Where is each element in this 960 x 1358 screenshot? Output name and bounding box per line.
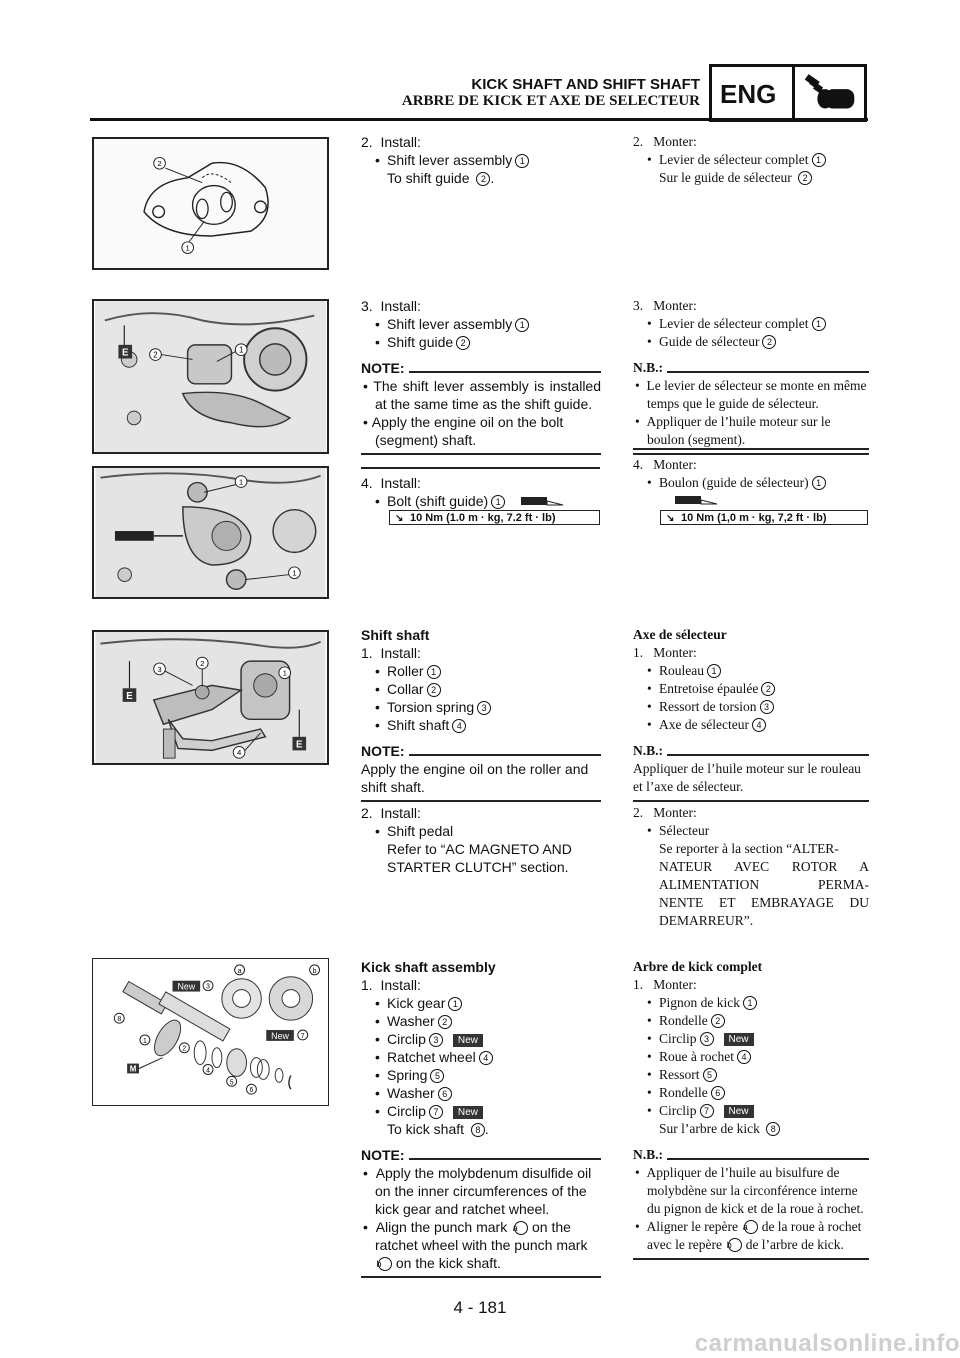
- en-sp-sub1: Refer to “AC MAGNETO AND: [387, 841, 572, 857]
- torque-wrench-icon: [519, 495, 565, 507]
- fr-ks-b1: • Appliquer de l’huile au bisulfure de molybdène sur la circonférence interne du pignon de kick et de la roue à rochet.: [635, 1165, 864, 1216]
- en-ks-item: • Kick gear 1: [361, 994, 601, 1012]
- en-ks-item: • Washer 6: [361, 1084, 601, 1102]
- figure-shift-lever: [92, 137, 329, 270]
- en-s2-item1: Shift lever assembly: [387, 152, 513, 168]
- fr-ks-item: • Circlip 7 New: [633, 1102, 869, 1120]
- fig2-label-E: E: [122, 347, 129, 359]
- fr-s3-item2-num: 2: [762, 335, 776, 349]
- fr-sp-sub5: DEMARREUR”.: [659, 913, 754, 928]
- fr-ks-item: • Rondelle 6: [633, 1084, 869, 1102]
- en-ss-item: • Torsion spring 3: [361, 698, 601, 716]
- en-ks-item: • Circlip 3 New: [361, 1030, 601, 1048]
- en-shift-shaft: [361, 626, 601, 802]
- en-torque-spec: ↘ 10 Nm (1.0 m · kg, 7.2 ft · lb): [389, 510, 600, 525]
- fr-ss-item: • Entretoise épaulée 2: [633, 680, 869, 698]
- en-s3-b2: • Apply the engine oil on the bolt (segment) shaft.: [361, 413, 601, 455]
- en-ks-item: • Circlip 7 New: [361, 1102, 601, 1120]
- en-s3-action: Install:: [380, 298, 421, 314]
- fr-ss-note-text: Appliquer de l’huile moteur sur le rouleau et l’axe de sélecteur.: [633, 760, 869, 802]
- figure-shift-guide: [92, 299, 329, 454]
- fr-s3-note: N.B.:: [633, 359, 869, 377]
- fig5-label-6: 6: [249, 1087, 254, 1095]
- fig5-label-2: 2: [182, 1045, 187, 1053]
- en-step4: [361, 474, 601, 510]
- en-ss-item: • Shift shaft 4: [361, 716, 601, 734]
- en-s2-sub-num: 2: [476, 172, 490, 186]
- fr-step4: [633, 456, 869, 510]
- fig5-label-M: M: [129, 1064, 137, 1074]
- new-badge: New: [453, 1034, 483, 1047]
- header-title-fr: ARBRE DE KICK ET AXE DE SELECTEUR: [401, 93, 700, 109]
- fr-sp-action: Monter:: [653, 805, 697, 820]
- fr-ks-item: • Pignon de kick 1: [633, 994, 869, 1012]
- fr-kick-shaft: [633, 958, 869, 1260]
- new-badge: New: [724, 1105, 754, 1118]
- fig4-label-2: 2: [200, 658, 205, 668]
- en-kick-heading: Kick shaft assembly: [361, 959, 496, 975]
- fig5-label-1: 1: [142, 1037, 147, 1045]
- fig4-label-4: 4: [236, 748, 242, 758]
- fr-shift-pedal: [633, 804, 869, 930]
- en-ss-item: • Collar 2: [361, 680, 601, 698]
- en-kick-shaft: [361, 958, 601, 1278]
- en-s3-item2-num: 2: [456, 336, 470, 350]
- en-s2-action: Install:: [380, 134, 421, 150]
- fig3-label-1b: 1: [292, 568, 297, 578]
- figure-shift-shaft: [92, 630, 329, 765]
- fr-sp-item: • Sélecteur: [633, 822, 869, 840]
- fr-s4-num: 4.: [633, 457, 644, 472]
- fr-shift-shaft: [633, 626, 869, 802]
- fig5-mark-b: b: [312, 967, 317, 975]
- en-ks-note: NOTE:: [361, 1146, 601, 1164]
- torque-wrench-icon-fr: [673, 494, 719, 506]
- fig5-new-2: New: [271, 1030, 289, 1041]
- en-sp-action: Install:: [380, 805, 421, 821]
- fr-s3-item1-num: 1: [812, 317, 826, 331]
- fr-sp-sub3: ALIMENTATION PERMA-: [659, 877, 869, 892]
- eng-label: ENG: [720, 79, 777, 109]
- fig2-label-1: 1: [239, 345, 244, 355]
- en-ss-note: NOTE:: [361, 742, 601, 760]
- fig5-label-3: 3: [206, 983, 210, 991]
- en-ss-action: Install:: [380, 645, 421, 661]
- en-ss-num: 1.: [361, 645, 373, 661]
- fr-ks-item: • Circlip 3 New: [633, 1030, 869, 1048]
- fig5-label-5: 5: [229, 1079, 234, 1087]
- en-s3-item1-num: 1: [515, 318, 529, 332]
- rule-en-1: [361, 467, 600, 469]
- fr-s3-item1: Levier de sélecteur complet: [659, 316, 809, 331]
- en-ks-item: • Spring 5: [361, 1066, 601, 1084]
- fr-ss-item: • Ressort de torsion 3: [633, 698, 869, 716]
- fr-ks-note: N.B.:: [633, 1146, 869, 1164]
- fig5-label-8: 8: [117, 1016, 122, 1024]
- fr-ks-action: Monter:: [653, 977, 697, 992]
- fr-s2-num: 2.: [633, 134, 644, 149]
- fr-sp-num: 2.: [633, 805, 644, 820]
- fig1-label-1: 1: [185, 243, 190, 253]
- rule-fr-1: [633, 448, 869, 450]
- fr-torque-spec: ↘ 10 Nm (1,0 m · kg, 7,2 ft · lb): [660, 510, 868, 525]
- fr-sp-sub1: Se reporter à la section “ALTER-: [659, 841, 839, 856]
- fr-s4-item1-num: 1: [812, 476, 826, 490]
- fr-s2-sub-num: 2: [798, 171, 812, 185]
- en-step2: [361, 133, 601, 187]
- en-s4-action: Install:: [380, 475, 421, 491]
- fr-s2-item1: Levier de sélecteur complet: [659, 152, 809, 167]
- fig3-label-1a: 1: [238, 477, 244, 487]
- fr-ks-item: • Rondelle 2: [633, 1012, 869, 1030]
- en-s3-item1: Shift lever assembly: [387, 316, 513, 332]
- en-ks-sub: To kick shaft 8 .: [387, 1121, 489, 1137]
- fr-ss-num: 1.: [633, 645, 644, 660]
- en-ks-action: Install:: [380, 977, 421, 993]
- en-sp-sub2: STARTER CLUTCH” section.: [387, 859, 569, 875]
- fig1-label-2: 2: [157, 159, 162, 169]
- fr-shift-shaft-heading: Axe de sélecteur: [633, 627, 727, 642]
- fig2-label-2: 2: [153, 350, 158, 360]
- en-sp-item: • Shift pedal: [361, 822, 601, 840]
- eng-badge: [709, 64, 867, 122]
- fig5-label-4: 4: [206, 1067, 210, 1075]
- fig5-label-7: 7: [300, 1032, 305, 1040]
- fr-ks-num: 1.: [633, 977, 644, 992]
- en-s2-sub: To shift guide: [387, 170, 470, 186]
- fr-ss-item: • Rouleau 1: [633, 662, 869, 680]
- en-ks-b1: • Apply the molybdenum disulfide oil on the inner circumferences of the kick gear and ratchet wheel.: [363, 1165, 592, 1217]
- en-s4-item1: Bolt (shift guide): [387, 493, 489, 509]
- fr-ss-item: • Axe de sélecteur 4: [633, 716, 869, 734]
- en-ss-note-text: Apply the engine oil on the roller and shift shaft.: [361, 760, 601, 802]
- torque-icon: ↘: [395, 513, 404, 524]
- fr-s3-num: 3.: [633, 298, 644, 313]
- en-s4-num: 4.: [361, 475, 373, 491]
- figure-guide-bolt: [92, 466, 329, 599]
- fr-s2-item1-num: 1: [812, 153, 826, 167]
- fig4-label-E2: E: [296, 739, 303, 751]
- en-s3-num: 3.: [361, 298, 373, 314]
- fr-ss-action: Monter:: [653, 645, 697, 660]
- header-title-en: KICK SHAFT AND SHIFT SHAFT: [471, 76, 700, 93]
- fr-s3-b1: • Le levier de sélecteur se monte en même temps que le guide de sélecteur.: [635, 378, 867, 411]
- en-ks-num: 1.: [361, 977, 373, 993]
- fr-kick-heading: Arbre de kick complet: [633, 959, 763, 974]
- fr-ks-item: • Ressort 5: [633, 1066, 869, 1084]
- fr-s2-action: Monter:: [653, 134, 697, 149]
- torque-icon-fr: ↘: [666, 513, 675, 524]
- watermark: carmanualsonline.info: [694, 1330, 960, 1357]
- fr-sp-sub4: NENTE ET EMBRAYAGE DU: [659, 895, 869, 910]
- fr-s2-sub: Sur le guide de sélecteur: [659, 170, 792, 185]
- fr-step2: [633, 133, 869, 187]
- fig4-label-1: 1: [282, 668, 287, 678]
- fig5-new-1: New: [177, 981, 196, 992]
- fig4-label-E1: E: [126, 690, 133, 702]
- en-ss-item: • Roller 1: [361, 662, 601, 680]
- fr-ss-note: N.B.:: [633, 742, 869, 760]
- figure-kick-shaft: [92, 958, 329, 1106]
- en-s3-item2: Shift guide: [387, 334, 454, 350]
- en-ks-b2: • Align the punch mark a on the ratchet wheel with the punch mark b on the kick shaft.: [361, 1218, 601, 1278]
- page-number: 4 - 181: [453, 1298, 507, 1317]
- en-s4-item1-num: 1: [491, 495, 505, 509]
- en-s3-b1: • The shift lever assembly is installed at the same time as the shift guide.: [363, 378, 601, 412]
- en-s3-note: NOTE:: [361, 359, 601, 377]
- en-shift-shaft-heading: Shift shaft: [361, 627, 430, 643]
- engine-icon: [796, 67, 864, 119]
- en-s2-item1-num: 1: [515, 154, 529, 168]
- en-shift-pedal: [361, 804, 601, 876]
- fig5-mark-a: a: [237, 967, 242, 975]
- fr-s4-item1: Boulon (guide de sélecteur): [659, 475, 809, 490]
- en-step3: [361, 297, 601, 455]
- fr-sp-sub2: NATEUR AVEC ROTOR A: [659, 859, 869, 874]
- header-rule: [90, 118, 868, 121]
- en-ks-item: • Ratchet wheel 4: [361, 1048, 601, 1066]
- fr-s3-action: Monter:: [653, 298, 697, 313]
- fig4-label-3: 3: [157, 664, 162, 674]
- fr-s4-action: Monter:: [653, 457, 697, 472]
- new-badge: New: [724, 1033, 754, 1046]
- en-s2-num: 2.: [361, 134, 373, 150]
- fr-step3: [633, 297, 869, 455]
- fr-ks-item: • Roue à rochet 4: [633, 1048, 869, 1066]
- new-badge: New: [453, 1106, 483, 1119]
- en-sp-num: 2.: [361, 805, 373, 821]
- fr-ks-sub: Sur l’arbre de kick 8: [633, 1120, 869, 1138]
- fr-s3-item2: Guide de sélecteur: [659, 334, 760, 349]
- fr-ks-b2: • Aligner le repère a de la roue à rochet avec le repère b de l’arbre de kick.: [633, 1218, 869, 1260]
- en-ks-item: • Washer 2: [361, 1012, 601, 1030]
- en-s2-sub-end: .: [490, 170, 495, 186]
- fr-s3-b2: • Appliquer de l’huile moteur sur le boulon (segment).: [633, 413, 869, 455]
